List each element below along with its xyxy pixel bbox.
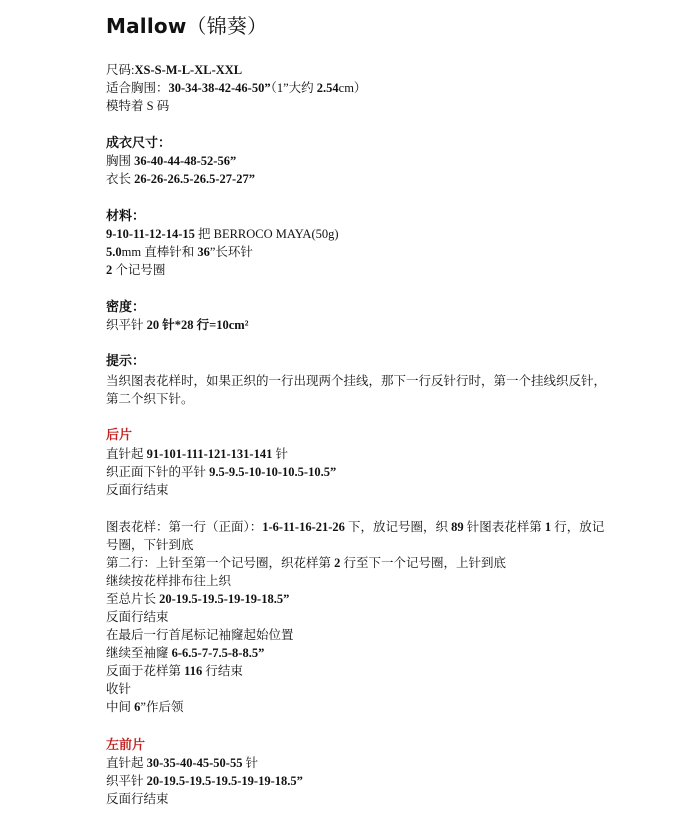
tip-line-1: 当织图表花样时，如果正织的一行出现两个挂线，那下一行反针行时，第一个挂线织反针， bbox=[106, 374, 607, 388]
needle-line: 5.0mm 直棒针和 36”长环针 bbox=[106, 245, 253, 259]
left-front-heading: 左前片 bbox=[106, 737, 146, 752]
size-line: 尺码:XS-S-M-L-XL-XXL bbox=[106, 63, 243, 77]
back-row-end: 反面于花样第 116 行结束 bbox=[106, 664, 243, 678]
back-pattern-row2: 第二行：上针至第一个记号圈，织花样第 2 行至下一个记号圈，上针到底 bbox=[106, 556, 507, 570]
finished-heading: 成衣尺寸： bbox=[106, 135, 172, 150]
pattern-title bbox=[106, 10, 267, 39]
back-bind-off: 收针 bbox=[106, 682, 132, 696]
back-continue: 继续按花样排布往上织 bbox=[106, 574, 232, 588]
back-end-ws-2: 反面行结束 bbox=[106, 610, 169, 624]
yarn-line: 9-10-11-12-14-15 把 BERROCO MAYA(50g) bbox=[106, 227, 339, 241]
back-stockinette: 织正面下针的平针 9.5-9.5-10-10-10.5-10.5” bbox=[106, 465, 337, 479]
left-front-cast-on: 直针起 30-35-40-45-50-55 针 bbox=[106, 756, 259, 770]
title-name: Mallow bbox=[106, 14, 187, 38]
model-line: 模特着 S 码 bbox=[106, 99, 170, 113]
left-front-stockinette: 织平针 20-19.5-19.5-19.5-19-19-18.5” bbox=[106, 774, 303, 788]
back-heading: 后片 bbox=[106, 427, 133, 442]
back-mark-armhole: 在最后一行首尾标记袖窿起始位置 bbox=[106, 628, 294, 642]
back-cast-on: 直针起 91-101-111-121-131-141 针 bbox=[106, 447, 288, 461]
tip-heading: 提示： bbox=[106, 353, 146, 368]
length-line: 衣长 26-26-26.5-26.5-27-27” bbox=[106, 172, 255, 186]
chest-line: 适合胸围：30-34-38-42-46-50”（1”大约 2.54cm） bbox=[106, 81, 367, 95]
size-value: XS-S-M-L-XL-XXL bbox=[134, 63, 243, 77]
gauge-heading: 密度： bbox=[106, 299, 146, 314]
back-end-ws: 反面行结束 bbox=[106, 483, 169, 497]
materials-heading: 材料： bbox=[106, 208, 146, 223]
gauge-line: 织平针 20 针*28 行=10cm² bbox=[106, 318, 249, 332]
back-armhole: 继续至袖窿 6-6.5-7-7.5-8-8.5” bbox=[106, 646, 265, 660]
title-cn: （锦葵） bbox=[186, 14, 268, 38]
back-pattern-row1: 图表花样：第一行（正面）：1-6-11-16-21-26 下，放记号圈，织 89 针图表花样第 1 行，放记 bbox=[106, 520, 605, 534]
back-neck: 中间 6”作后领 bbox=[106, 700, 184, 714]
markers-line: 2 个记号圈 bbox=[106, 263, 166, 277]
back-pattern-row1-cont: 号圈，下针到底 bbox=[106, 538, 194, 552]
bust-line: 胸围 36-40-44-48-52-56” bbox=[106, 154, 237, 168]
back-total-length: 至总片长 20-19.5-19.5-19-19-18.5” bbox=[106, 592, 290, 606]
tip-line-2: 第二个织下针。 bbox=[106, 392, 194, 406]
left-front-end-ws: 反面行结束 bbox=[106, 792, 169, 806]
